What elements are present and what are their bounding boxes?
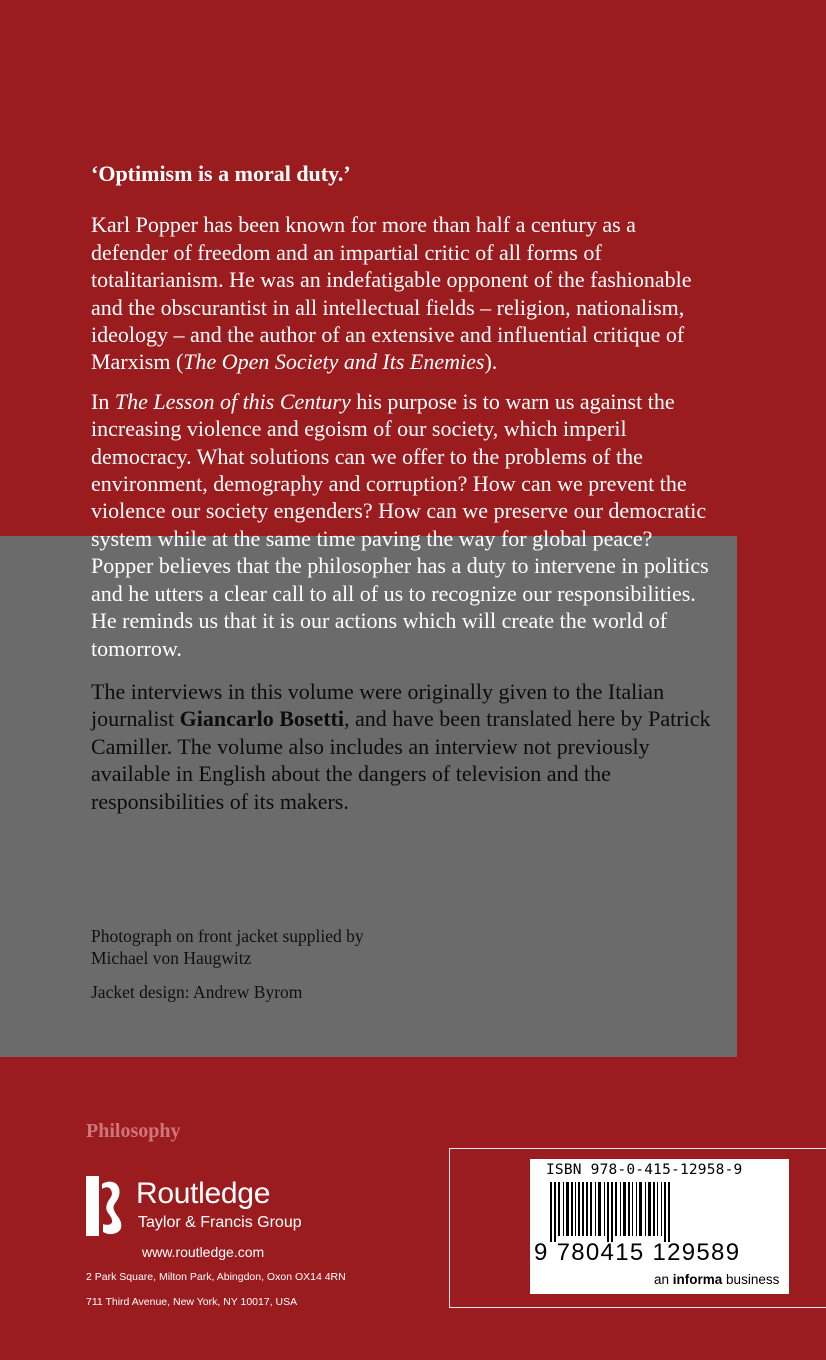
barcode-bar	[611, 1182, 613, 1242]
barcode-bar	[620, 1182, 621, 1236]
barcode-bar	[607, 1182, 609, 1242]
p3-start: The interviews in this volume were originally given to the Italian journalist	[91, 678, 665, 732]
p3-interviewer: Giancarlo Bosetti	[179, 706, 344, 732]
barcode-bar	[558, 1182, 560, 1236]
barcode-bar	[615, 1182, 617, 1236]
p3-rest: , and have been translated here by Patrick Camiller. The volume also includes an interview not previously available in English about the dangers of television and the responsibilities of its makers.	[91, 706, 711, 814]
ean-digits: 9 780415 129589	[534, 1239, 741, 1266]
blurb-paragraph-1	[91, 211, 711, 375]
barcode-bar	[657, 1182, 658, 1236]
photo-credit-line-2: Michael von Haugwitz	[91, 948, 252, 968]
credits	[91, 925, 651, 1003]
p1-end: ).	[484, 349, 498, 375]
barcode-bar	[590, 1182, 592, 1236]
barcode-bar	[628, 1182, 630, 1236]
address-us: 711 Third Avenue, New York, NY 10017, USA	[86, 1296, 298, 1308]
barcode-bar	[571, 1182, 573, 1236]
jacket-design-credit: Jacket design: Andrew Byrom	[91, 982, 303, 1002]
barcode-bar	[578, 1182, 580, 1236]
address-uk: 2 Park Square, Milton Park, Abingdon, Oxon OX14 4RN	[86, 1271, 346, 1283]
epigraph-quote: ‘Optimism is a moral duty.’	[91, 161, 351, 186]
p2-rest: his purpose is to warn us against the increasing violence and egoism of our society, which imperil democracy. What solutions can we offer to the problems of the environment, demography and corruption? How can we prevent the violence our society engenders? How can we preserve our democratic system while at the same time paving the way for global peace? Popper believes that the philosopher has a duty to intervene in politics and he utters a clear call to all of us to recognize our responsibilities. He reminds us that it is our actions which will create the world of tomorrow.	[91, 388, 709, 661]
p1-text: Karl Popper has been known for more than half a century as a defender of freedom and an impartial critic of all forms of totalitarianism. He was an indefatigable opponent of the fashionable and the obscurantist in all intellectual fields – religion, nationalism, ideology – and the author of an extensive and influential critique of Marxism (	[91, 212, 692, 375]
publisher-logo	[76, 1150, 416, 1236]
barcode-box	[530, 1159, 789, 1294]
informa-prefix: an	[654, 1272, 673, 1287]
barcode-bar	[582, 1182, 584, 1236]
barcode-bar	[632, 1182, 633, 1236]
barcode-bar	[586, 1182, 588, 1236]
publisher-name: Routledge	[136, 1177, 271, 1210]
barcode-bar	[554, 1182, 556, 1242]
informa-suffix: business	[722, 1272, 780, 1287]
blurb	[91, 160, 711, 827]
isbn-label: ISBN 978-0-415-12958-9	[546, 1162, 743, 1178]
barcode-bar	[563, 1182, 564, 1236]
informa-brand: informa	[672, 1272, 723, 1287]
publisher-group: Taylor & Francis Group	[138, 1214, 302, 1231]
publisher-website[interactable]: www.routledge.com	[142, 1244, 265, 1260]
barcode-bar	[639, 1182, 642, 1236]
barcode-bar	[661, 1182, 662, 1236]
barcode-bar	[664, 1182, 666, 1242]
barcode-bar	[636, 1182, 637, 1236]
p2-book-title: The Lesson of this Century	[114, 388, 351, 414]
barcode-bars	[546, 1182, 774, 1242]
p2-start: In	[91, 388, 115, 414]
barcode-bar	[566, 1182, 569, 1236]
barcode-bar	[575, 1182, 576, 1236]
barcode-bar	[645, 1182, 646, 1236]
barcode-bar	[598, 1182, 601, 1236]
photo-credit-line-1: Photograph on front jacket supplied by	[91, 926, 364, 946]
routledge-logo-icon	[76, 1150, 126, 1236]
barcode-bar	[648, 1182, 651, 1236]
barcode-bar	[595, 1182, 596, 1236]
category-label: Philosophy	[86, 1120, 181, 1142]
barcode-bar	[668, 1182, 670, 1242]
barcode-bar	[623, 1182, 626, 1236]
blurb-paragraph-2	[91, 388, 711, 662]
blurb-paragraph-3	[91, 678, 711, 815]
logo-vertical-word: ROUTLEDGE	[76, 1150, 86, 1207]
barcode-bar	[550, 1182, 552, 1242]
p1-book-title: The Open Society and Its Enemies	[183, 349, 485, 375]
barcode-bar	[653, 1182, 655, 1236]
informa-tagline	[654, 1272, 779, 1287]
barcode-bar	[604, 1182, 605, 1236]
